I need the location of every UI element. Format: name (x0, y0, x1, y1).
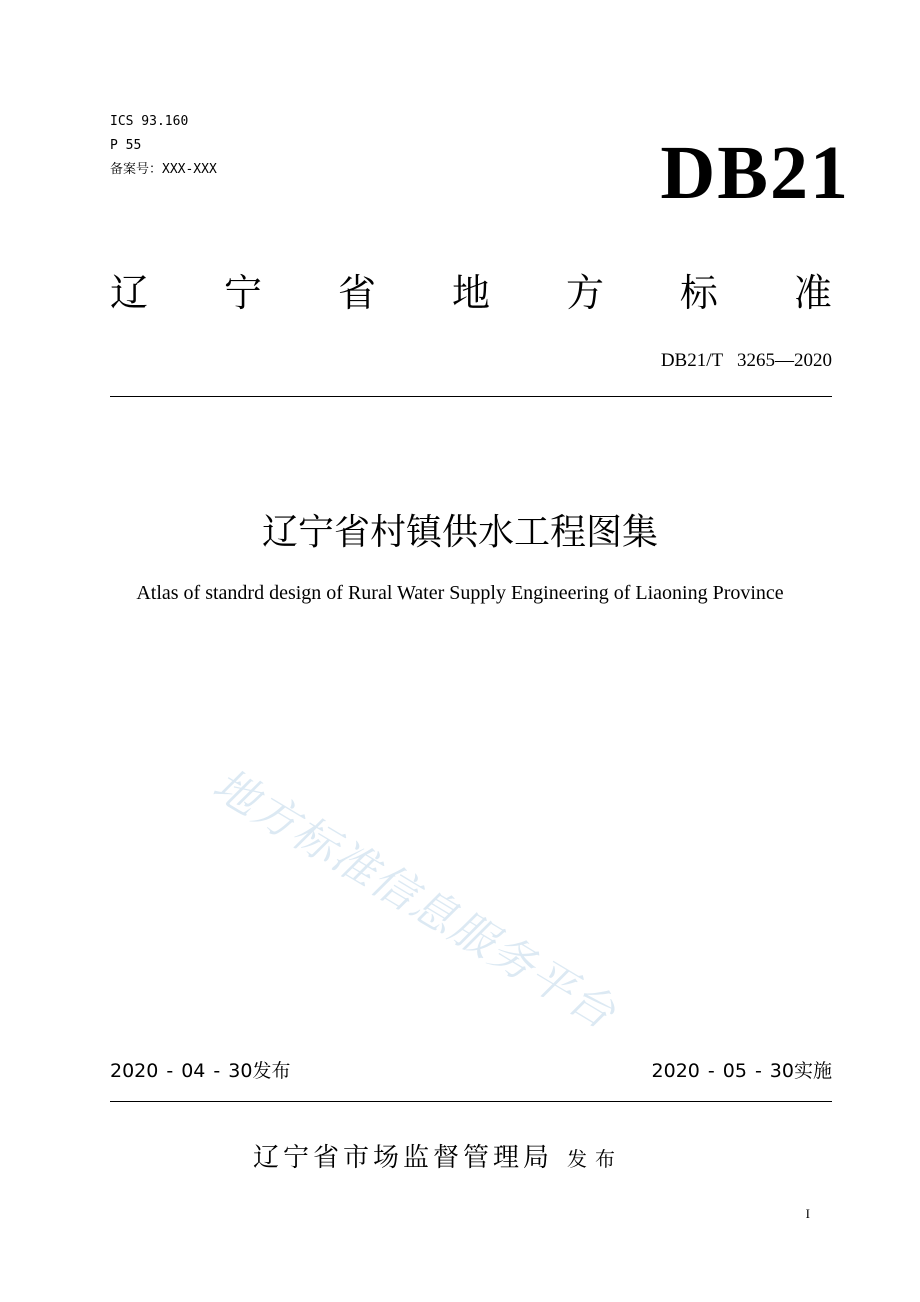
db-logo: DB21 (660, 131, 850, 215)
issue-year: 2020 (110, 1060, 159, 1082)
implement-year: 2020 (651, 1060, 700, 1082)
page-number: I (805, 1206, 810, 1221)
implement-month: 05 (722, 1060, 747, 1082)
issue-month: 04 (181, 1060, 206, 1082)
issue-day: 30 (228, 1060, 253, 1082)
date-separator: - (166, 1060, 174, 1082)
implement-date (652, 1058, 832, 1084)
watermark: 地方标准信息服务平台 (204, 759, 625, 1040)
ics-code: ICS 93.160 (110, 114, 189, 129)
standard-number: DB21/T 3265—2020 (660, 350, 832, 371)
publisher (253, 1140, 623, 1177)
implement-day: 30 (769, 1060, 794, 1082)
publisher-suffix: 发布 (567, 1147, 624, 1171)
bottom-divider (110, 1101, 832, 1102)
classification-code: P 55 (110, 138, 142, 153)
issue-label: 发布 (252, 1060, 291, 1082)
standard-level-char: 地 (451, 271, 490, 315)
date-separator: - (213, 1060, 221, 1082)
standard-level-char: 辽 (110, 271, 149, 315)
standard-level-char: 宁 (223, 271, 262, 315)
top-divider (110, 396, 832, 397)
publisher-name: 辽宁省市场监督管理局 (253, 1143, 554, 1173)
standard-level-char: 标 (679, 271, 718, 315)
document-title-zh: 辽宁省村镇供水工程图集 (261, 512, 658, 553)
standard-level-char: 方 (565, 271, 604, 315)
implement-label: 实施 (793, 1060, 832, 1082)
date-separator: - (754, 1060, 762, 1082)
record-number: 备案号：XXX-XXX (110, 162, 217, 177)
issue-date (110, 1058, 290, 1084)
standard-level-char: 准 (793, 271, 832, 315)
standard-level-heading (110, 268, 832, 318)
document-title-en: Atlas of standrd design of Rural Water Supply Engineering of Liaoning Province (136, 582, 784, 604)
standard-level-char: 省 (337, 271, 376, 315)
date-separator: - (707, 1060, 715, 1082)
